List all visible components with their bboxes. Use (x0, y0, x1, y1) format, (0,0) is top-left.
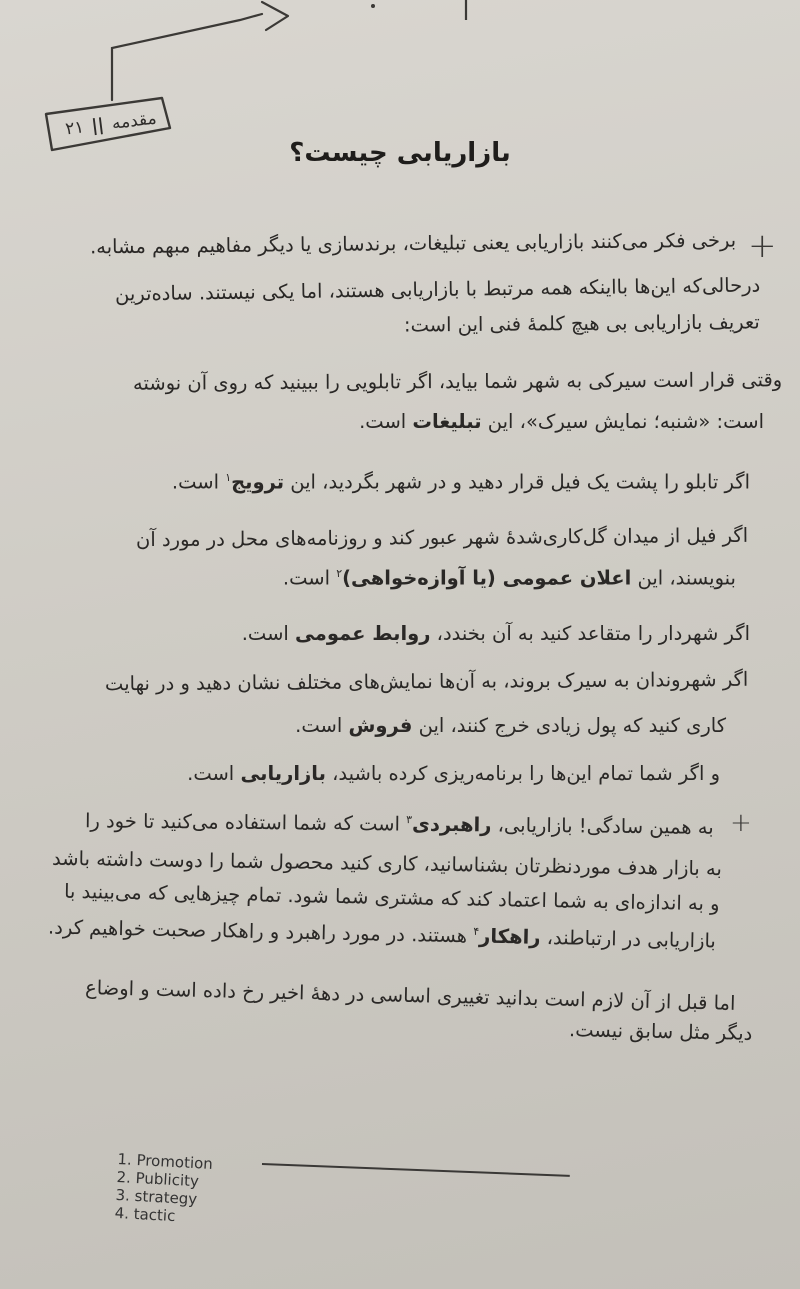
text-line: کاری کنید که پول زیادی خرج کنند، این فروش است. (295, 714, 726, 737)
text-line: بازاریابی در ارتباطند، راهکار$^۴$ هستند. در مورد راهبرد و راهکار صحبت خواهیم کرد. (47, 915, 717, 953)
doodle-arrow-head (262, 2, 288, 30)
footnote-ref: ۲ (336, 567, 343, 580)
footnote-ref: ۴ (473, 924, 480, 939)
text-line: بنویسند، این اعلان عمومی (یا آوازه‌خواهی)$^۲$ است. (282, 566, 736, 590)
text-line: اگر تابلو را پشت یک فیل قرار دهید و در شهر بگردید، این ترویج$^۱$ است. (171, 470, 750, 494)
footnotes (114, 1150, 213, 1227)
text-line: و به اندازه‌ای به شما اعتماد کند که مشتری شما شود. تمام چیزهایی که می‌بینید با (64, 879, 721, 916)
text-line: اما قبل از آن لازم است بدانید تغییری اساسی در دههٔ اخیر رخ داده است و اوضاع (85, 976, 737, 1015)
bold-term: تبلیغات (412, 410, 482, 433)
bold-term: بازاریابی (240, 762, 326, 785)
chapter-name: مقدمه (110, 108, 158, 134)
footnote-ref: ۳ (406, 813, 413, 827)
header-separator: || (90, 114, 106, 137)
text-line: دیگر مثل سابق نیست. (568, 1018, 753, 1045)
footnote-item: 2. Publicity (116, 1167, 200, 1191)
text-line: و اگر شما تمام این‌ها را برنامه‌ریزی کرده باشید، بازاریابی است. (187, 762, 720, 785)
bold-term: ترویج (231, 470, 285, 494)
text-line: اگر فیل از میدان گل‌کاری‌شدهٔ شهر عبور کند و روزنامه‌های محل در مورد آن (135, 523, 749, 552)
text-line: است: «شنبه؛ نمایش سیرک»، این تبلیغات است. (359, 410, 764, 433)
text-line: وقتی قرار است سیرکی به شهر شما بیاید، اگر تابلویی را ببینید که روی آن نوشته (132, 368, 783, 395)
bold-term: راهکار (479, 924, 541, 949)
bold-term: روابط عمومی (295, 622, 431, 645)
text-line: درحالی‌که این‌ها بااینکه همه مرتبط با بازاریابی هستند، اما یکی نیستند. ساده‌ترین (114, 273, 761, 306)
plus-mark-icon: + (730, 808, 752, 838)
bold-term: اعلان عمومی (یا آوازه‌خواهی) (342, 566, 632, 590)
page-number: ۲۱ (64, 117, 85, 140)
text-line: به همین سادگی! بازاریابی، راهبردی$^۳$ است که شما استفاده می‌کنید تا خود را (85, 809, 715, 839)
footnote-item: 3. strategy (115, 1185, 198, 1209)
page-title: بازاریابی چیست؟ (289, 138, 511, 168)
footnote-item: 4. tactic (114, 1203, 176, 1226)
text-line: برخی فکر می‌کنند بازاریابی یعنی تبلیغات، برندسازی یا دیگر مفاهیم مبهم مشابه. (89, 228, 737, 259)
text-line: به بازار هدف موردنظرتان بشناسانید، کاری کنید محصول شما را دوست داشته باشد (51, 846, 723, 881)
bold-term: فروش (348, 714, 413, 737)
footnote-item: 1. Promotion (117, 1150, 214, 1173)
plus-mark-icon: + (748, 226, 777, 266)
text-line: اگر شهردار را متقاعد کنید به آن بخندد، روابط عمومی است. (241, 622, 750, 645)
text-line: اگر شهروندان به سیرک بروند، به آن‌ها نمایش‌های مختلف نشان دهید و در نهایت (104, 667, 749, 696)
text-line: تعریف بازاریابی بی هیچ کلمهٔ فنی این است: (404, 310, 761, 337)
bold-term: راهبردی (412, 812, 492, 837)
doodle-arrow-line (112, 14, 262, 100)
footnote-ref: ۱ (225, 471, 232, 484)
doodle-dot (371, 4, 375, 8)
